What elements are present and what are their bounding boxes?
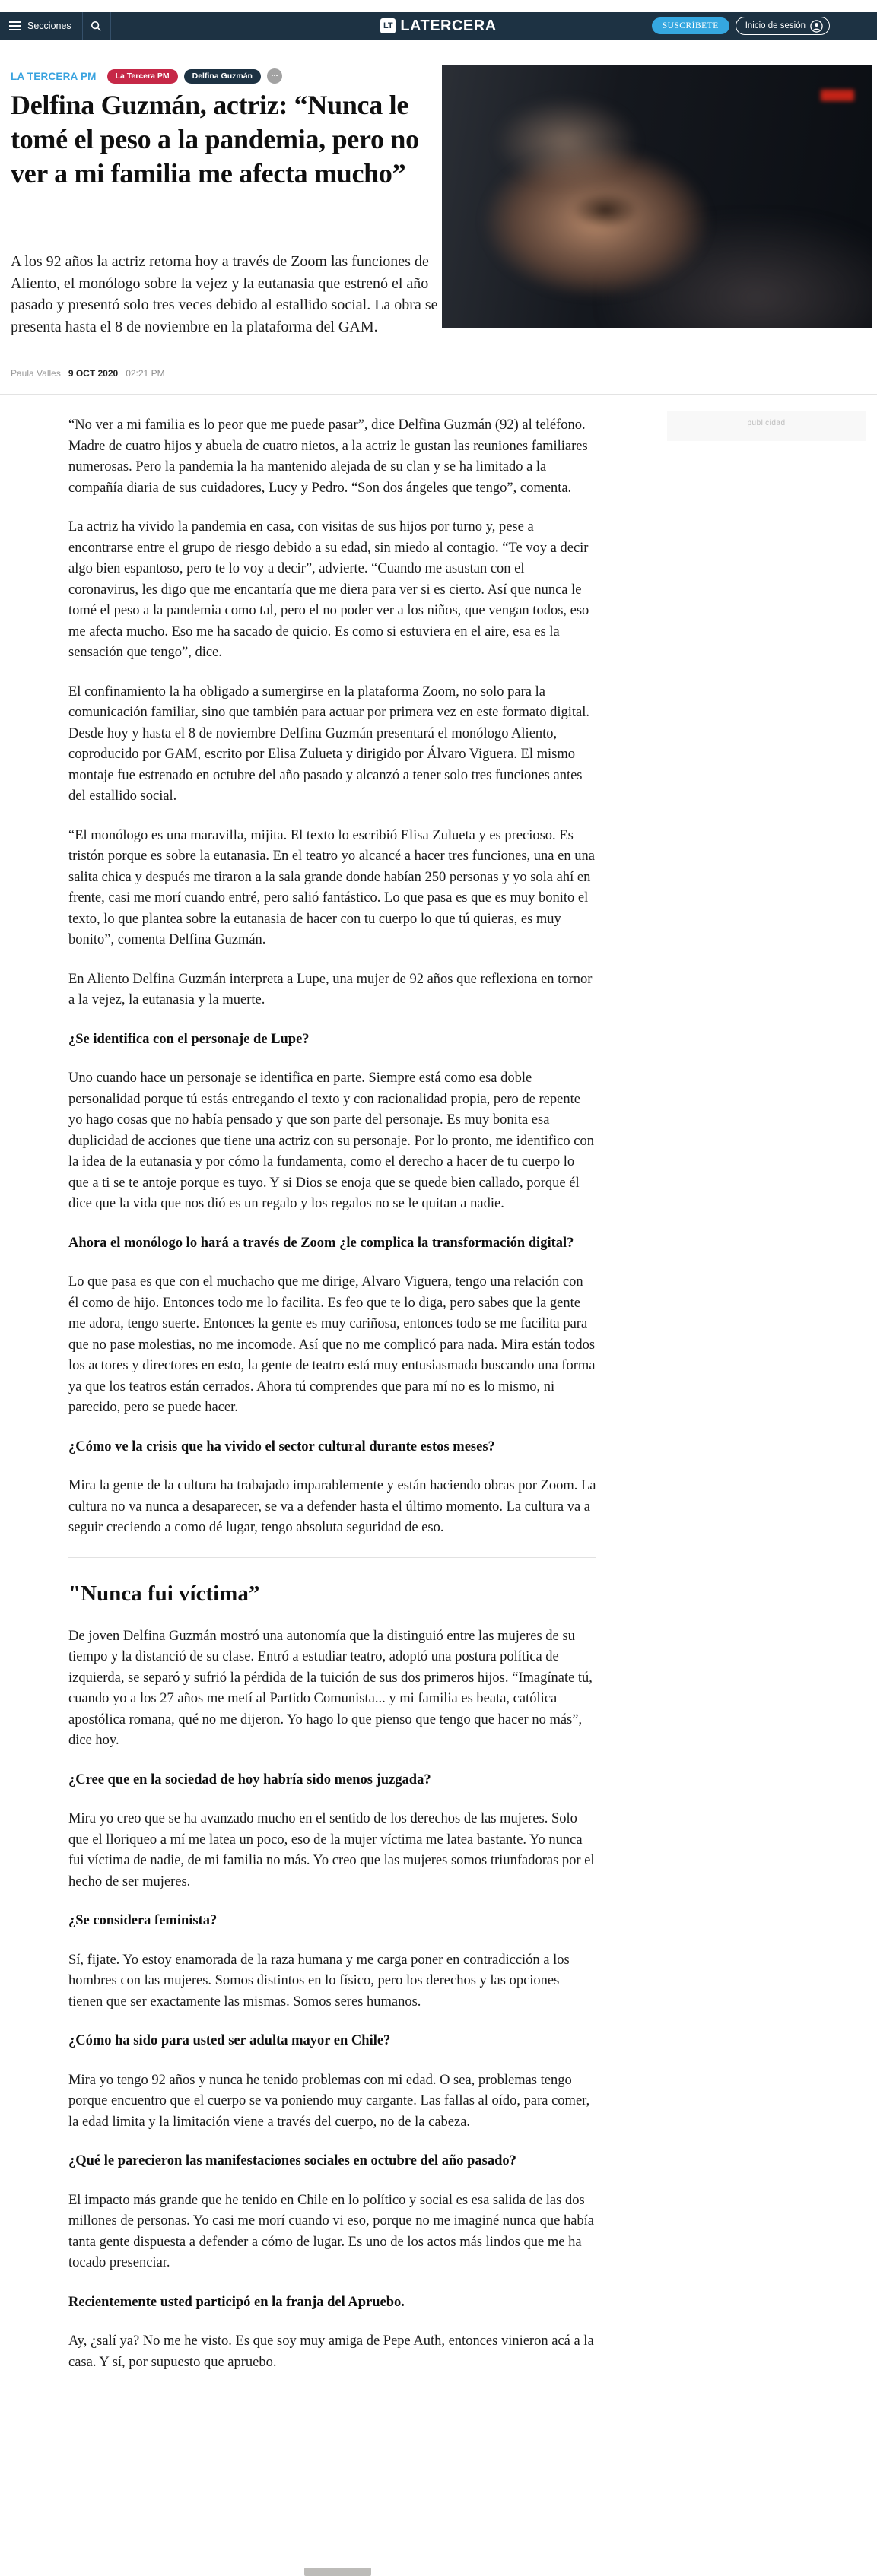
- byline: [11, 368, 165, 379]
- photo-highlight: [494, 97, 640, 187]
- article-paragraph: El impacto más grande que he tenido en Chile en lo político y social es esa salida de las dos millones de personas. Yo casi me morí cuando vi eso, porque no me imaginé nunca que había tanta gente dispuesta a defender a cómo de lugar. Es uno de los actos más lindos que me ha tocado presenciar.: [68, 2192, 595, 2270]
- article-paragraph: Ay, ¿salí ya? No me he visto. Es que soy muy amiga de Pepe Auth, entonces vinieron acá a la casa. Y sí, por supuesto que apruebo.: [68, 2333, 594, 2370]
- article-paragraph: En Aliento Delfina Guzmán interpreta a Lupe, una mujer de 92 años que reflexiona en tornor a la vejez, la eutanasia y la muerte.: [68, 971, 593, 1007]
- section-link-la-tercera-pm[interactable]: LA TERCERA PM: [11, 70, 97, 82]
- partial-bottom-element: [304, 2568, 371, 2576]
- login-button[interactable]: [736, 17, 830, 35]
- article-paragraph: Mira yo tengo 92 años y nunca he tenido problemas con mi edad. O sea, problemas tengo porque encuentro que el cuerpo se va poniendo muy cargante. Las fallas al oído, para comer, la edad limita y la limitación viene a través del cuerpo, no de la cabeza.: [68, 2072, 590, 2130]
- interview-question: ¿Se identifica con el personaje de Lupe?: [68, 1031, 310, 1047]
- publish-time: 02:21 PM: [126, 368, 165, 379]
- nav-right-group: [652, 12, 830, 40]
- interview-question: Recientemente usted participó en la franja del Apruebo.: [68, 2294, 405, 2310]
- top-nav-bar: [0, 12, 877, 40]
- interview-question: ¿Cómo ha sido para usted ser adulta mayor en Chile?: [68, 2033, 391, 2048]
- ad-label: publicidad: [747, 419, 786, 427]
- publish-date: 9 OCT 2020: [68, 368, 119, 379]
- article-paragraph: De joven Delfina Guzmán mostró una autonomía que la distinguió entre las mujeres de su tiempo y la distanció de su clase. Entró a estudiar teatro, adoptó una postura política de izquierda, se separó y sufrió la pérdida de la tuición de sus dos primeros hijos. “Imagínate tú, cuando yo a los 27 años me metí al Partido Comunista... y mi familia es beata, católica apostólica romana, qué no me dijeron. Yo hago lo que pienso que tengo que hacer no más”, dice hoy.: [68, 1628, 593, 1748]
- tag-delfina-guzman[interactable]: Delfina Guzmán: [184, 69, 261, 84]
- interview-question: ¿Cree que en la sociedad de hoy habría sido menos juzgada?: [68, 1772, 431, 1788]
- logo-wordmark: LATERCERA: [400, 17, 497, 34]
- interview-question: ¿Qué le parecieron las manifestaciones sociales en octubre del año pasado?: [68, 2153, 516, 2168]
- sections-menu-button[interactable]: Secciones: [27, 21, 71, 31]
- article-photo: [442, 65, 872, 328]
- interview-question: ¿Se considera feminista?: [68, 1913, 218, 1928]
- interview-question: Ahora el monólogo lo hará a través de Zoom ¿le complica la transformación digital?: [68, 1235, 574, 1251]
- login-label: Inicio de sesión: [745, 21, 806, 30]
- digital-clock-glow: [821, 90, 854, 101]
- article-paragraph: Mira la gente de la cultura ha trabajado imparablemente y están haciendo obras por Zoom. La cultura no va nunca a desaparecer, se va a defender hasta el último momento. La cultura va a seguir creciendo a como dé lugar, tengo absoluta seguridad de eso.: [68, 1478, 596, 1535]
- article-paragraph: Uno cuando hace un personaje se identifica en parte. Siempre está como esa doble personalidad porque tú estás entregando el texto y con racionalidad propia, pero de repente yo hago cosas que no había pensado y que son parte del personaje. Es muy bonita esa duplicidad de acciones que tiene una actriz con su personaje. Por lo pronto, me identifico con la idea de la eutanasia y por cómo la fundamenta, como el derecho a hacer de tu cuerpo lo que a ti se te antoje porque es tuyo. Y si Dios se enoja que se quede bien callado, porque él dice que la vida que nos dió es un regalo y los regalos no se le quitan a nadie.: [68, 1071, 594, 1211]
- breadcrumb: [11, 68, 282, 84]
- article-body: [68, 415, 596, 2391]
- section-heading: "Nunca fui víctima”: [68, 1581, 260, 1606]
- photo-shadow: [571, 192, 640, 228]
- article-paragraph: La actriz ha vivido la pandemia en casa, con visitas de sus hijos por turno y, pese a encontrarse entre el grupo de riesgo debido a su edad, sin miedo al contagio. “Te voy a decir algo bien espantoso, pero te lo voy a decir”, advierte. “Cuando me asustan con el coronavirus, les digo que me encantaría que me diera para ver si es cierto. Así que nunca le tomé el peso a la pandemia como tal, pero el no poder ver a los niños, que vengan todos, eso me afecta mucho. Eso me ha sacado de quicio. Es como si estuviera en el aire, esa es la sensación que tengo”, dice.: [68, 519, 589, 660]
- more-tags-button[interactable]: ...: [267, 68, 282, 84]
- author-name[interactable]: Paula Valles: [11, 368, 61, 379]
- tag-la-tercera-pm[interactable]: La Tercera PM: [107, 69, 178, 84]
- article-paragraph: “No ver a mi familia es lo peor que me puede pasar”, dice Delfina Guzmán (92) al teléfono. Madre de cuatro hijos y abuela de cuatro nietos, a la actriz le gustan las reuniones familiares numerosas. Pero la pandemia la ha mantenido alejada de su clan y se ha limitado a la compañía diaria de sus cuidadores, Lucy y Pedro. “Son dos ángeles que tengo”, comenta.: [68, 417, 588, 496]
- article-paragraph: Mira yo creo que se ha avanzado mucho en el sentido de los derechos de las mujeres. Solo que el lloriqueo a mí me latea un poco, eso de la mujer víctima me latea bastante. Yo nunca fui víctima de nadie, de mi familia no más. Yo creo que las mujeres somos triunfadoras por el hecho de ser mujeres.: [68, 1811, 595, 1889]
- article-paragraph: “El monólogo es una maravilla, mijita. El texto lo escribió Elisa Zulueta y es precioso. Es tristón porque es sobre la eutanasia. En el teatro yo alcancé a hacer tres funciones, una en una salita chica y después me tiraron a la sala grande donde habían 250 personas y yo sola ahí en frente, casi me morí cuando entré, pero salió fantástico. Lo que pasa es que es muy bonito el texto, lo que plantea sobre la eutanasia de hacer con tu cuerpo lo que tú quieras, es muy bonito”, comenta Delfina Guzmán.: [68, 827, 595, 947]
- subscribe-button[interactable]: SUSCRÍBETE: [652, 17, 729, 34]
- article-paragraph: Sí, fijate. Yo estoy enamorada de la raza humana y me carga poner en contradicción a los hombres con las mujeres. Somos distintos en lo físico, pero los derechos y las opciones tienen que ser exactamente las mismas. Somos seres humanos.: [68, 1952, 570, 2010]
- header-divider: [0, 394, 877, 395]
- logo-lt-badge: LT: [380, 18, 396, 33]
- article-paragraph: El confinamiento la ha obligado a sumergirse en la plataforma Zoom, no solo para la comunicación familiar, sino que también para actuar por primera vez en este formato digital. Desde hoy y hasta el 8 de noviembre Delfina Guzmán presentará el monólogo Aliento, coproducido por GAM, escrito por Elisa Zulueta y dirigido por Álvaro Viguera. El mismo montaje fue estrenado en octubre del año pasado y alcanzó a tener solo tres funciones antes del estallido social.: [68, 684, 590, 804]
- article-paragraph: Lo que pasa es que con el muchacho que me dirige, Alvaro Viguera, tengo una relación con él como de hijo. Entonces todo me lo facilita. Es feo que te lo diga, pero sabes que la gente me adora, tengo suerte. Entonces la gente es muy cariñosa, entonces todo se me facilita para que no pase molestias, no me incomode. Así que no me complicó para nada. Mira están todos los actores y directores en esto, la gente de teatro está muy entusiasmada buscando una forma ya que los teatros están cerrados. Ahora tú comprendes que para mí no es lo mismo, ni parecido, pero se puede hacer.: [68, 1274, 596, 1415]
- page-title: Delfina Guzmán, actriz: “Nunca le tomé el peso a la pandemia, pero no ver a mi familia me afecta mucho”: [11, 90, 419, 189]
- user-account-icon: [810, 20, 823, 33]
- section-divider: [68, 1557, 596, 1558]
- article-lead: A los 92 años la actriz retoma hoy a través de Zoom las funciones de Aliento, el monólogo sobre la vejez y la eutanasia que estrenó el año pasado y presentó solo tres veces debido al estallido social. La obra se presenta hasta el 8 de noviembre en la plataforma del GAM.: [11, 253, 438, 335]
- advertisement-placeholder: [667, 411, 866, 441]
- interview-question: ¿Cómo ve la crisis que ha vivido el sector cultural durante estos meses?: [68, 1439, 495, 1455]
